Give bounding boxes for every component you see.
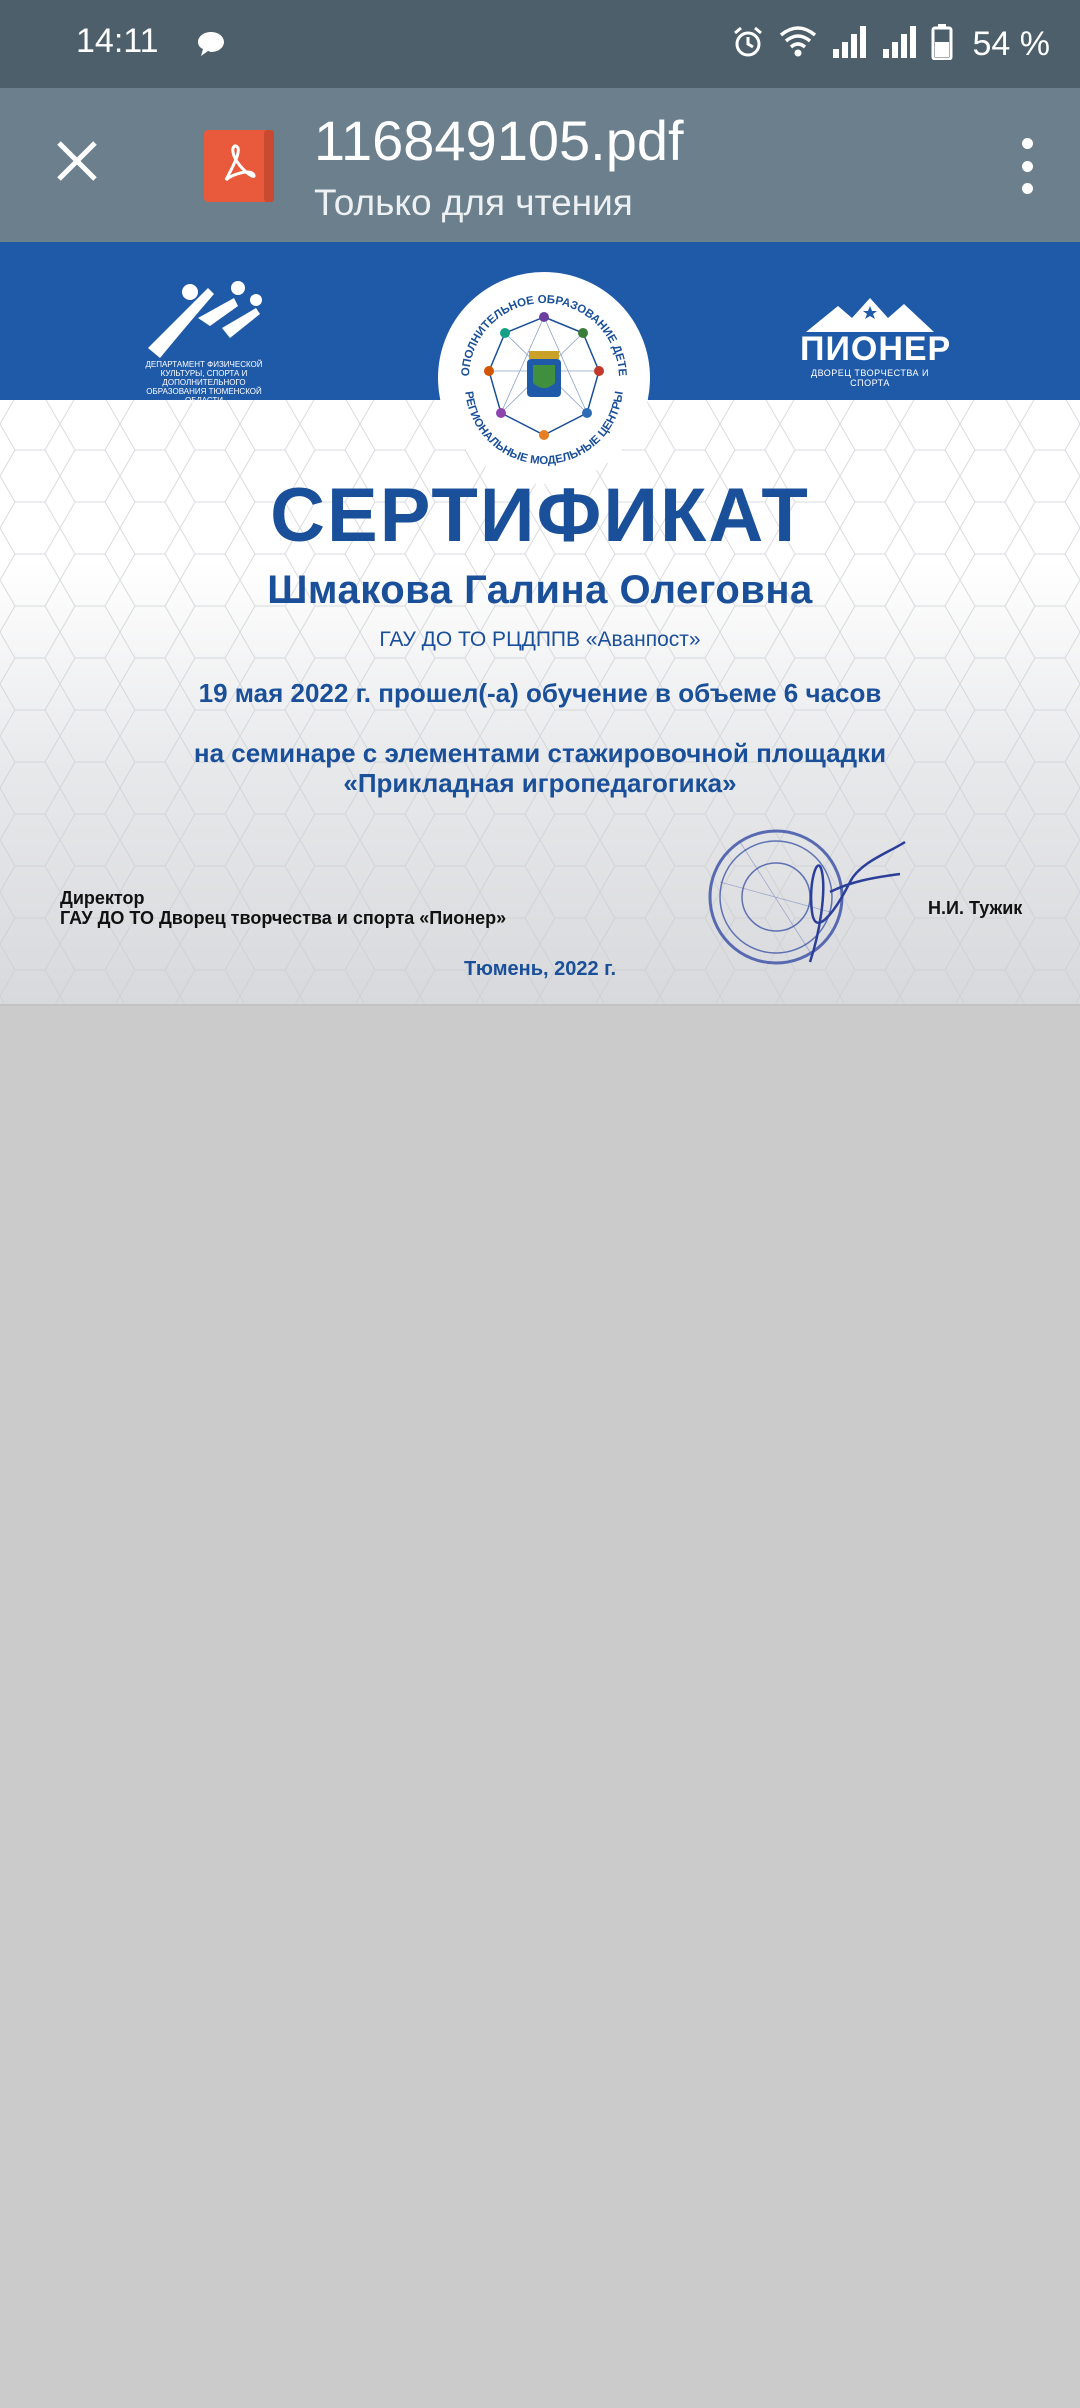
- viewer-background: [0, 1006, 1080, 2408]
- status-time: 14:11: [76, 22, 159, 60]
- file-readonly-label: Только для чтения: [314, 182, 633, 223]
- seminar-description: на семинаре с элементами стажировочной площадки: [193, 738, 887, 768]
- pdf-file-icon: [202, 128, 278, 204]
- director-name: Н.И. Тужик: [928, 898, 1023, 918]
- director-organization: ГАУ ДО ТО Дворец творчества и спорта «Пионер»: [60, 908, 507, 928]
- official-stamp-signature: [700, 822, 940, 972]
- seminar-name: «Прикладная игропедагогика»: [343, 768, 737, 798]
- message-icon: [196, 30, 226, 63]
- close-button[interactable]: [44, 128, 110, 194]
- signal-icon: [881, 25, 917, 64]
- battery-icon: [931, 24, 953, 65]
- svg-text:РЕГИОНАЛЬНЫЕ МОДЕЛЬНЫЕ ЦЕНТРЫ: [462, 390, 626, 467]
- app-bar: [0, 88, 1080, 242]
- more-options-button[interactable]: [1002, 138, 1052, 194]
- wifi-icon: [779, 25, 817, 64]
- pioneer-name: ПИОНЕР: [800, 330, 952, 368]
- city-year: Тюмень, 2022 г.: [463, 958, 617, 980]
- pdf-page[interactable]: [0, 242, 1080, 1006]
- certificate-title: СЕРТИФИКАТ: [270, 473, 810, 558]
- director-title: Директор: [60, 888, 145, 908]
- battery-percent: 54 %: [972, 24, 1050, 63]
- pioneer-subtitle: ДВОРЕЦ ТВОРЧЕСТВА И СПОРТА: [810, 368, 930, 388]
- completion-statement: 19 мая 2022 г. прошел(-а) обучение в объеме 6 часов: [198, 678, 882, 708]
- sport-department-caption: ДЕПАРТАМЕНТ ФИЗИЧЕСКОЙ КУЛЬТУРЫ, СПОРТА И ДОПОЛНИТЕЛЬНОГО ОБРАЗОВАНИЯ ТЮМЕНСКОЙ ОБЛАСТИ: [145, 360, 263, 405]
- emblem-text-bottom: РЕГИОНАЛЬНЫЕ МОДЕЛЬНЫЕ ЦЕНТРЫ: [462, 390, 626, 468]
- more-vert-icon: [1022, 138, 1033, 149]
- emblem-text-top: ОПОЛНИТЕЛЬНОЕ ОБРАЗОВАНИЕ ДЕТЕ: [459, 293, 629, 377]
- recipient-organization: ГАУ ДО ТО РЦДППВ «Аванпост»: [379, 628, 701, 651]
- alarm-icon: [731, 25, 765, 64]
- signal-icon: [831, 25, 867, 64]
- recipient-name: Шмакова Галина Олеговна: [267, 568, 813, 612]
- close-icon: [55, 139, 99, 183]
- status-icons: [731, 20, 1051, 68]
- status-bar: [0, 0, 1080, 88]
- regional-centers-emblem: [438, 272, 650, 484]
- pioneer-logo: [800, 292, 952, 388]
- file-name: 116849105.pdf: [314, 109, 684, 172]
